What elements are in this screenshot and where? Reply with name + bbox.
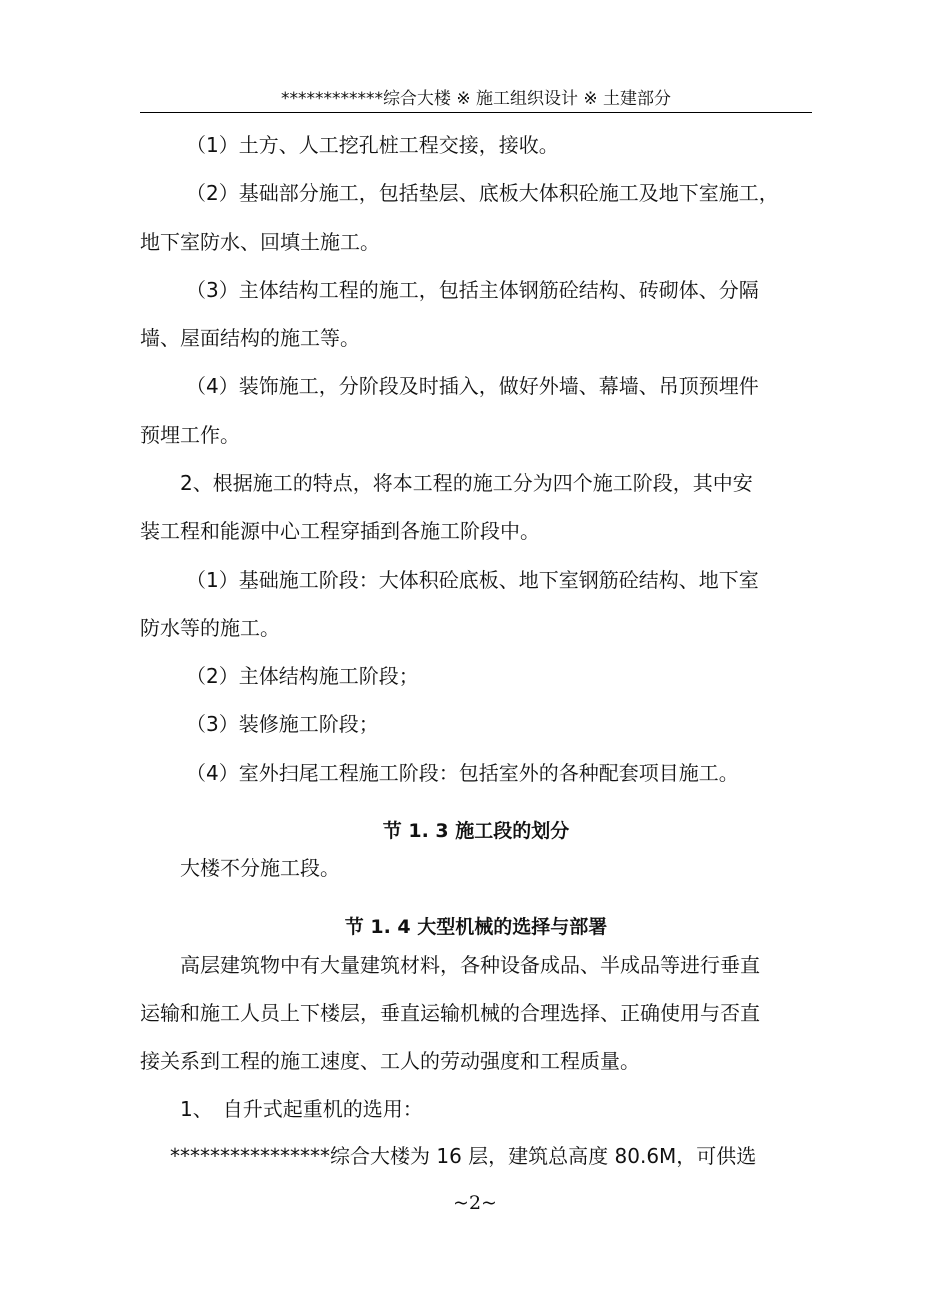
- paragraph-line: 地下室防水、回填土施工。: [140, 230, 380, 254]
- paragraph-line: （4）装饰施工，分阶段及时插入，做好外墙、幕墙、吊顶预埋件: [186, 374, 759, 398]
- paragraph-line: ****************综合大楼为 16 层，建筑总高度 80.6M，可供选: [170, 1144, 757, 1168]
- paragraph-line: 防水等的施工。: [140, 616, 280, 640]
- paragraph-line: 运输和施工人员上下楼层，垂直运输机械的合理选择、正确使用与否直: [140, 1001, 760, 1025]
- paragraph-line: 装工程和能源中心工程穿插到各施工阶段中。: [140, 519, 540, 543]
- paragraph-line: 2、根据施工的特点，将本工程的施工分为四个施工阶段，其中安: [180, 471, 753, 495]
- section-heading: 节 1. 3 施工段的划分: [382, 820, 570, 842]
- paragraph-line: （3）主体结构工程的施工，包括主体钢筋砼结构、砖砌体、分隔: [186, 278, 759, 302]
- paragraph-line: 预埋工作。: [140, 423, 240, 447]
- paragraph-line: （4）室外扫尾工程施工阶段：包括室外的各种配套项目施工。: [186, 761, 739, 785]
- page-number: ~2~: [453, 1192, 497, 1214]
- paragraph-line: （2）基础部分施工，包括垫层、底板大体积砼施工及地下室施工，: [186, 181, 779, 205]
- paragraph-line: （2）主体结构施工阶段；: [186, 664, 419, 688]
- paragraph-line: （1）基础施工阶段：大体积砼底板、地下室钢筋砼结构、地下室: [186, 568, 759, 592]
- paragraph-line: 接关系到工程的施工速度、工人的劳动强度和工程质量。: [140, 1049, 640, 1073]
- paragraph-line: 1、 自升式起重机的选用：: [180, 1097, 423, 1121]
- paragraph-line: 高层建筑物中有大量建筑材料，各种设备成品、半成品等进行垂直: [180, 953, 760, 977]
- paragraph-line: （1）土方、人工挖孔桩工程交接，接收。: [186, 133, 559, 157]
- section-heading: 节 1. 4 大型机械的选择与部署: [344, 916, 608, 938]
- paragraph-line: （3）装修施工阶段；: [186, 712, 379, 736]
- page-header: ************综合大楼 ※ 施工组织设计 ※ 土建部分: [140, 86, 812, 113]
- paragraph-line: 墙、屋面结构的施工等。: [140, 326, 360, 350]
- paragraph-line: 大楼不分施工段。: [180, 856, 340, 880]
